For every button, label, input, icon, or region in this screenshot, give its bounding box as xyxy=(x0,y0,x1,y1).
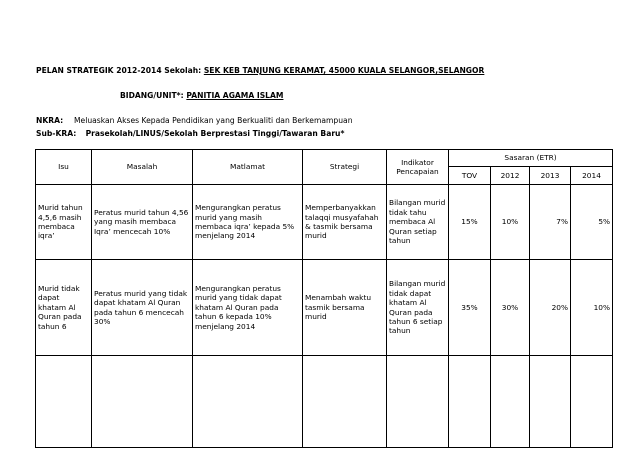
table-row xyxy=(36,260,613,356)
plan-title: PELAN STRATEGIK 2012-2014 xyxy=(36,66,162,75)
cell-strategi: Memperbanyakkan talaqqi musyafahah & tasmik bersama murid xyxy=(303,185,387,260)
nkra-line xyxy=(36,116,353,125)
cell-strategi: Menambah waktu tasmik bersama murid xyxy=(303,260,387,356)
cell-empty xyxy=(530,356,571,448)
col-matlamat: Matlamat xyxy=(193,150,303,185)
school-name: SEK KEB TANJUNG KERAMAT, 45000 KUALA SELANGOR,SELANGOR xyxy=(203,66,485,75)
cell-isu: Murid tahun 4,5,6 masih membaca iqra’ xyxy=(36,185,92,260)
cell-tov: 15% xyxy=(449,185,491,260)
col-2014: 2014 xyxy=(571,167,613,185)
table-row xyxy=(36,185,613,260)
cell-2013: 20% xyxy=(530,260,571,356)
unit-line xyxy=(120,91,283,100)
cell-2012: 10% xyxy=(491,185,530,260)
table-row-empty xyxy=(36,356,613,448)
cell-empty xyxy=(303,356,387,448)
cell-2012: 30% xyxy=(491,260,530,356)
unit-label: BIDANG/UNIT*: xyxy=(120,91,184,100)
col-2013: 2013 xyxy=(530,167,571,185)
col-sasaran: Sasaran (ETR) xyxy=(449,150,613,167)
cell-2014: 5% xyxy=(571,185,613,260)
cell-isu: Murid tidak dapat khatam Al Quran pada tahun 6 xyxy=(36,260,92,356)
strategic-plan-table xyxy=(35,149,613,448)
cell-indikator: Bilangan murid tidak tahu membaca Al Quran setiap tahun xyxy=(387,185,449,260)
cell-masalah: Peratus murid tahun 4,56 yang masih membaca Iqra’ mencecah 10% xyxy=(92,185,193,260)
cell-masalah: Peratus murid yang tidak dapat khatam Al Quran pada tahun 6 mencecah 30% xyxy=(92,260,193,356)
cell-2014: 10% xyxy=(571,260,613,356)
unit-name: PANITIA AGAMA ISLAM xyxy=(186,91,284,100)
cell-empty xyxy=(387,356,449,448)
col-indikator: Indikator Pencapaian xyxy=(387,150,449,185)
plan-title-line xyxy=(36,66,484,75)
cell-2013: 7% xyxy=(530,185,571,260)
school-label: Sekolah: xyxy=(164,66,202,75)
cell-matlamat: Mengurangkan peratus murid yang masih membaca iqra’ kepada 5% menjelang 2014 xyxy=(193,185,303,260)
cell-indikator: Bilangan murid tidak dapat khatam Al Quran pada tahun 6 setiap tahun xyxy=(387,260,449,356)
cell-empty xyxy=(92,356,193,448)
col-isu: Isu xyxy=(36,150,92,185)
nkra-label: NKRA: xyxy=(36,116,64,125)
col-masalah: Masalah xyxy=(92,150,193,185)
subkra-label: Sub-KRA: xyxy=(36,129,77,138)
cell-empty xyxy=(449,356,491,448)
cell-empty xyxy=(193,356,303,448)
col-strategi: Strategi xyxy=(303,150,387,185)
nkra-value: Meluaskan Akses Kepada Pendidikan yang Berkualiti dan Berkemampuan xyxy=(74,116,353,125)
cell-empty xyxy=(36,356,92,448)
subkra-value: Prasekolah/LINUS/Sekolah Berprestasi Tinggi/Tawaran Baru* xyxy=(85,129,345,138)
subkra-line xyxy=(36,129,344,138)
header-row-top xyxy=(36,150,613,167)
col-tov: TOV xyxy=(449,167,491,185)
cell-empty xyxy=(571,356,613,448)
cell-tov: 35% xyxy=(449,260,491,356)
cell-matlamat: Mengurangkan peratus murid yang tidak dapat khatam Al Quran pada tahun 6 kepada 10% menjelang 2014 xyxy=(193,260,303,356)
cell-empty xyxy=(491,356,530,448)
col-2012: 2012 xyxy=(491,167,530,185)
